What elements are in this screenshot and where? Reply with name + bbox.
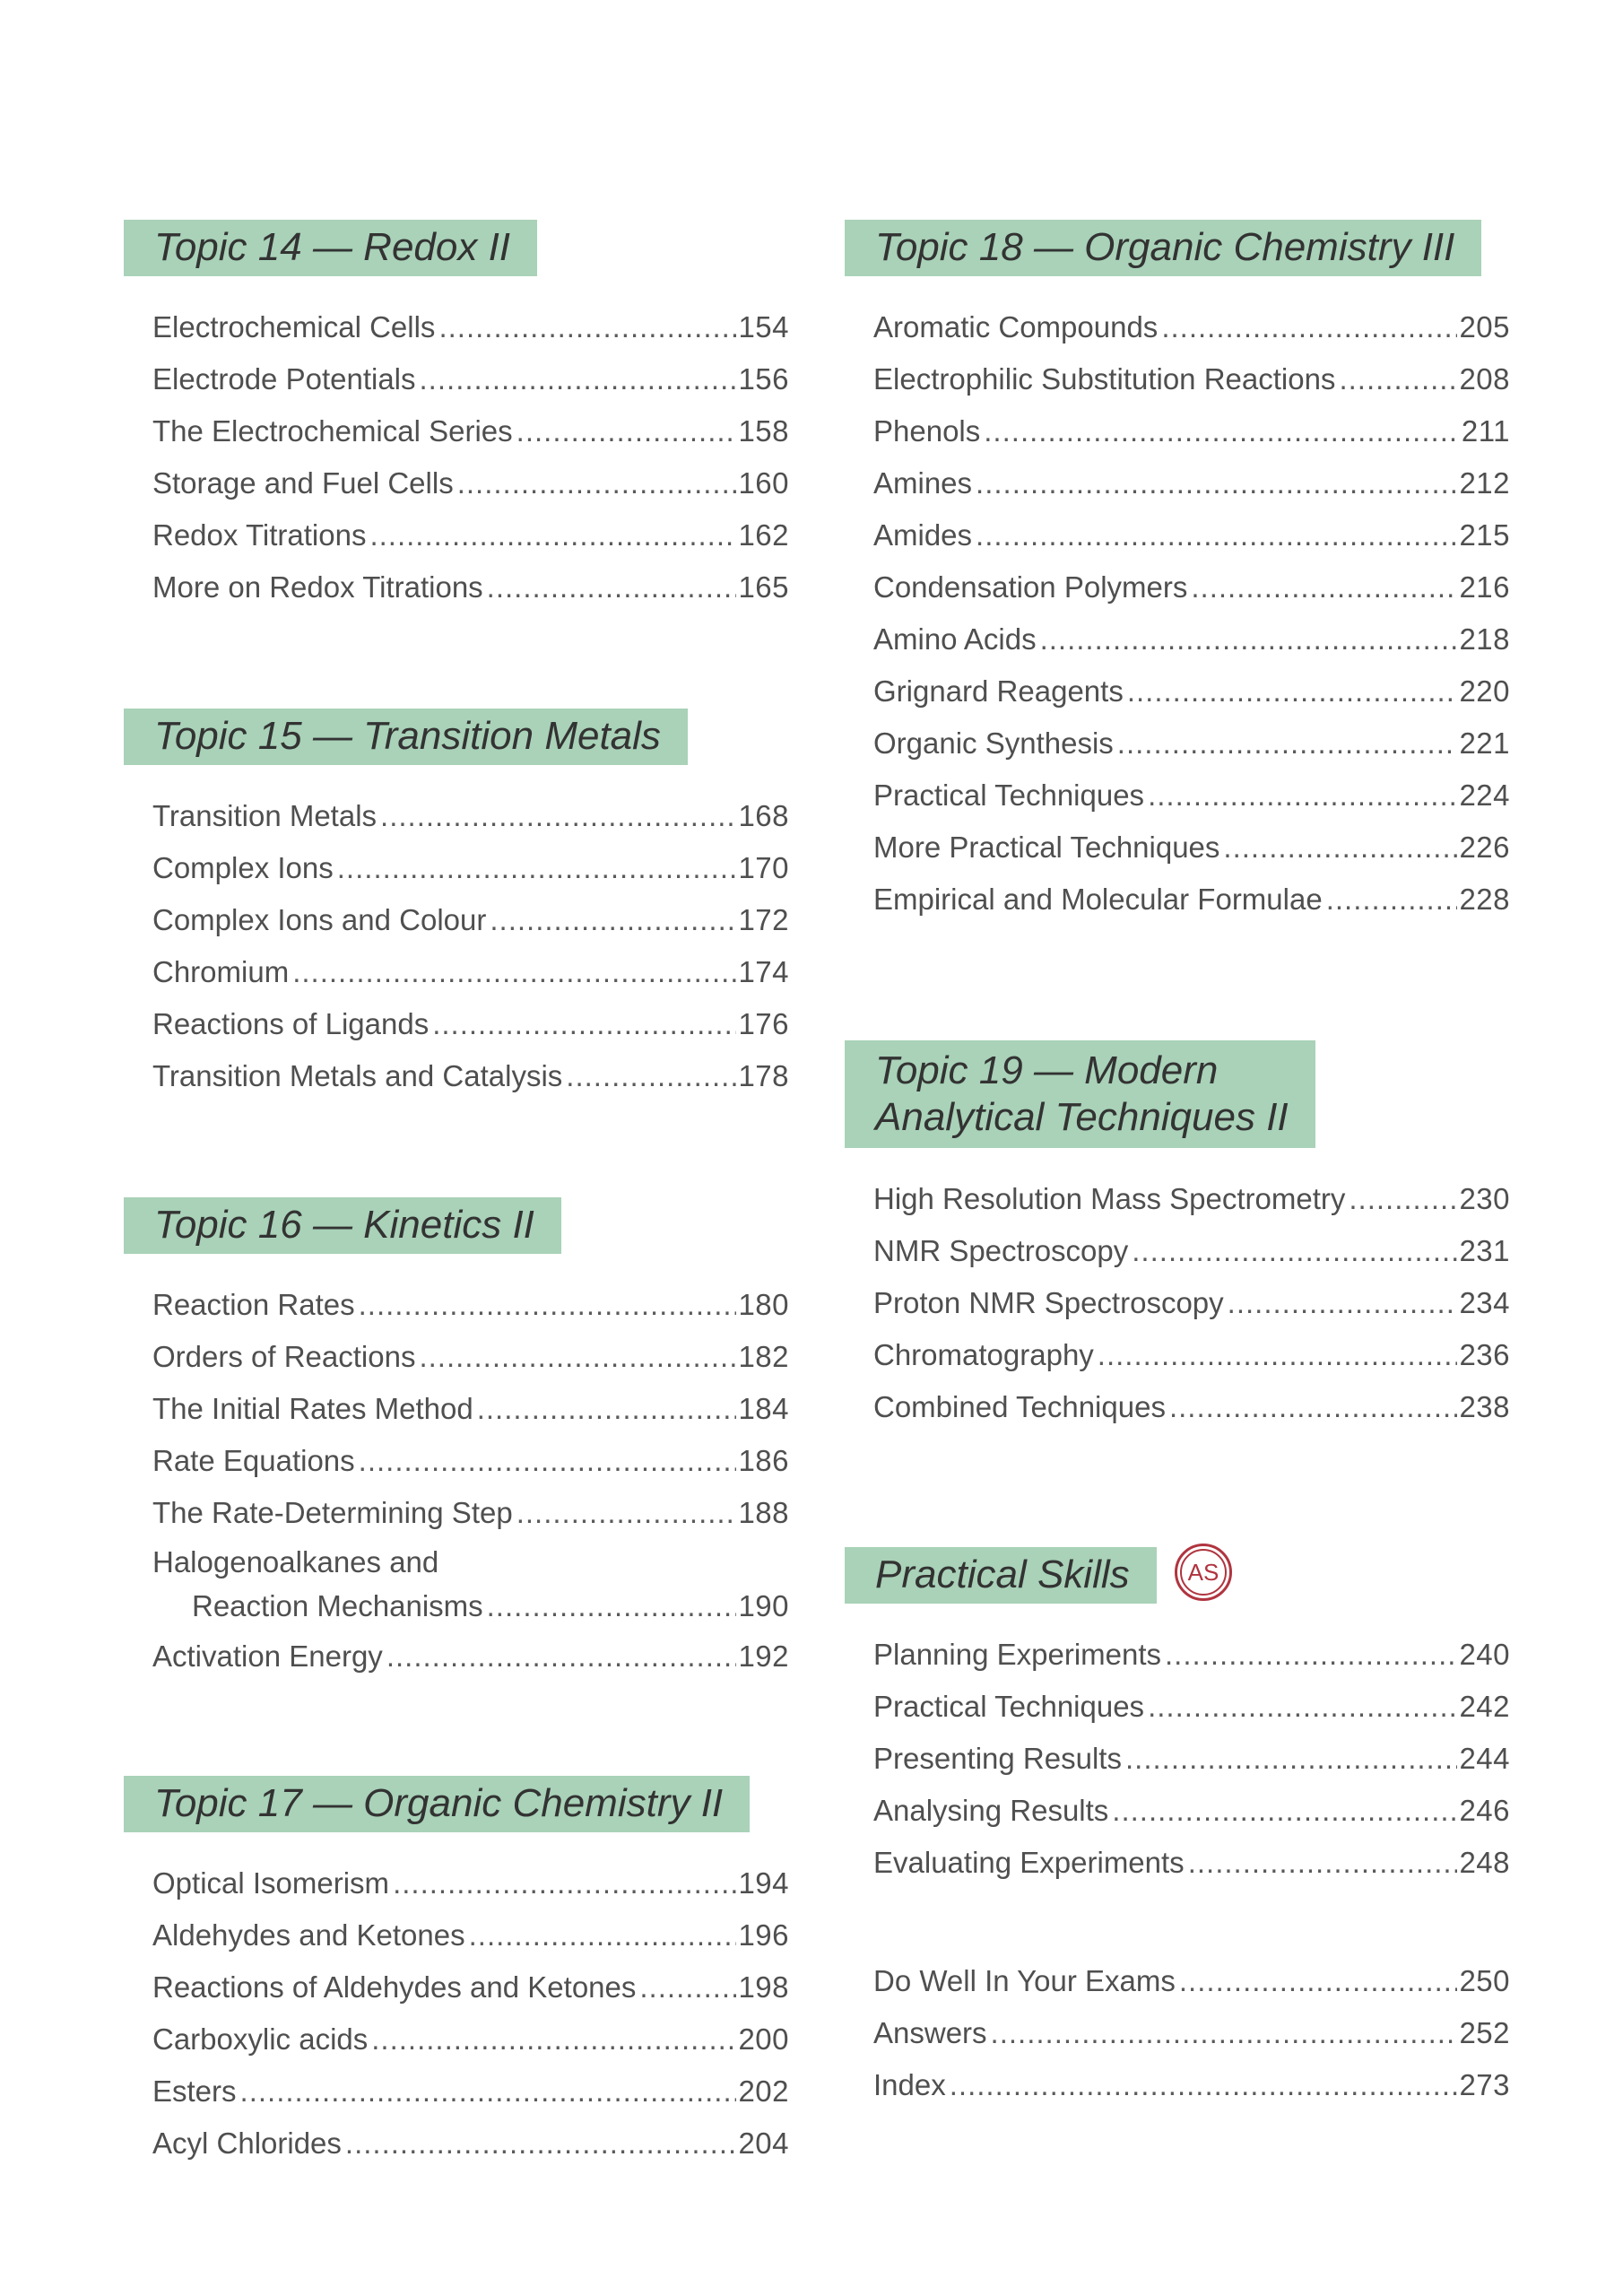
entry-page: 226 — [1459, 831, 1510, 864]
entry-page: 184 — [738, 1392, 789, 1425]
dot-leader — [516, 1487, 737, 1539]
entry-page: 252 — [1459, 2016, 1510, 2049]
toc-entry[interactable] — [152, 1631, 789, 1683]
dot-leader — [457, 457, 737, 509]
toc-entry[interactable] — [873, 1225, 1510, 1277]
section-topic-15 — [124, 709, 789, 1102]
entry-title: Complex Ions — [152, 851, 334, 884]
entry-page: 158 — [738, 414, 789, 448]
section-topic-19 — [845, 1040, 1510, 1433]
entry-page: 205 — [1459, 310, 1510, 344]
toc-entry[interactable] — [873, 1955, 1510, 2007]
entry-page: 196 — [738, 1918, 789, 1952]
dot-leader — [1228, 1277, 1458, 1329]
dot-leader — [369, 509, 736, 561]
entry-title: Amino Acids — [873, 622, 1037, 656]
entry-page: 204 — [738, 2126, 789, 2160]
toc-entry[interactable] — [873, 665, 1510, 718]
entry-title: NMR Spectroscopy — [873, 1234, 1129, 1267]
dot-leader — [1117, 718, 1458, 770]
toc-entry[interactable] — [152, 894, 789, 946]
toc-entry[interactable] — [873, 1381, 1510, 1433]
entry-list — [845, 1955, 1510, 2111]
as-badge-label: AS — [1180, 1549, 1227, 1596]
entry-title: More on Redox Titrations — [152, 570, 483, 604]
entry-title: Presenting Results — [873, 1742, 1122, 1775]
toc-entry[interactable] — [873, 718, 1510, 770]
entry-title: Transition Metals and Catalysis — [152, 1059, 563, 1092]
toc-entry[interactable] — [873, 1785, 1510, 1837]
as-badge-icon — [1175, 1544, 1232, 1601]
dot-leader — [1326, 874, 1458, 926]
dot-leader — [432, 998, 736, 1050]
dot-leader — [240, 2066, 737, 2118]
entry-page: 188 — [738, 1496, 789, 1529]
entry-title: The Electrochemical Series — [152, 414, 513, 448]
dot-leader — [1191, 561, 1457, 613]
dot-leader — [991, 2007, 1458, 2059]
entry-page: 221 — [1459, 726, 1510, 760]
entry-page: 244 — [1459, 1742, 1510, 1775]
entry-list — [124, 301, 789, 613]
entry-title: Acyl Chlorides — [152, 2126, 342, 2160]
section-heading: Topic 17 — Organic Chemistry II — [124, 1776, 750, 1832]
entry-page: 218 — [1459, 622, 1510, 656]
entry-page: 178 — [738, 1059, 789, 1092]
entry-title: Esters — [152, 2074, 237, 2108]
dot-leader — [345, 2118, 737, 2170]
entry-title: Evaluating Experiments — [873, 1846, 1185, 1879]
toc-entry[interactable] — [152, 1435, 789, 1487]
entry-page: 180 — [738, 1288, 789, 1321]
toc-entry[interactable] — [873, 457, 1510, 509]
entry-page: 160 — [738, 466, 789, 500]
toc-entry[interactable] — [873, 353, 1510, 405]
entry-title: Transition Metals — [152, 799, 378, 832]
entry-list — [124, 1279, 789, 1683]
dot-leader — [1161, 301, 1457, 353]
heading-line-1: Topic 19 — Modern — [875, 1048, 1219, 1092]
section-heading: Topic 14 — Redox II — [124, 220, 537, 276]
entry-page: 194 — [738, 1866, 789, 1900]
entry-title: Proton NMR Spectroscopy — [873, 1286, 1224, 1319]
entry-page: 165 — [738, 570, 789, 604]
section-heading: Topic 16 — Kinetics II — [124, 1197, 561, 1254]
entry-page: 234 — [1459, 1286, 1510, 1319]
entry-page: 154 — [738, 310, 789, 344]
dot-leader — [371, 2013, 736, 2066]
entry-title: Activation Energy — [152, 1639, 383, 1673]
entry-title: Empirical and Molecular Formulae — [873, 883, 1323, 916]
entry-title: Aldehydes and Ketones — [152, 1918, 465, 1952]
entry-page: 230 — [1459, 1182, 1510, 1215]
entry-page: 186 — [738, 1444, 789, 1477]
toc-entry[interactable] — [873, 874, 1510, 926]
entry-page: 156 — [738, 362, 789, 396]
dot-leader — [1148, 1681, 1457, 1733]
entry-page: 231 — [1459, 1234, 1510, 1267]
entry-title: Answers — [873, 2016, 987, 2049]
entry-page: 248 — [1459, 1846, 1510, 1879]
section-topic-14 — [124, 220, 789, 613]
entry-title: The Rate-Determining Step — [152, 1496, 513, 1529]
dot-leader — [487, 1580, 737, 1632]
toc-entry[interactable] — [152, 998, 789, 1050]
dot-leader — [1165, 1629, 1457, 1681]
toc-entry[interactable] — [152, 1857, 789, 1909]
entry-title: More Practical Techniques — [873, 831, 1220, 864]
entry-page: 168 — [738, 799, 789, 832]
entry-page: 212 — [1459, 466, 1510, 500]
dot-leader — [419, 1331, 736, 1383]
entry-page: 208 — [1459, 362, 1510, 396]
entry-page: 200 — [738, 2022, 789, 2056]
entry-page: 192 — [738, 1639, 789, 1673]
dot-leader — [477, 1383, 737, 1435]
entry-page: 236 — [1459, 1338, 1510, 1371]
dot-leader — [359, 1435, 737, 1487]
toc-entry[interactable] — [152, 1909, 789, 1961]
entry-title: Organic Synthesis — [873, 726, 1114, 760]
section-topic-17 — [124, 1776, 789, 2170]
dot-leader — [1349, 1173, 1457, 1225]
dot-leader — [438, 301, 736, 353]
toc-entry[interactable] — [152, 790, 789, 842]
heading-line-2: Analytical Techniques II — [875, 1095, 1289, 1139]
entry-title: Chromatography — [873, 1338, 1094, 1371]
entry-page: 176 — [738, 1007, 789, 1040]
dot-leader — [976, 457, 1457, 509]
dot-leader — [566, 1050, 736, 1102]
section-heading — [845, 1040, 1315, 1148]
entry-title: Amides — [873, 518, 973, 552]
section-heading: Topic 18 — Organic Chemistry III — [845, 220, 1481, 276]
section-back-matter — [845, 1955, 1510, 2111]
toc-entry[interactable] — [152, 1050, 789, 1102]
toc-entry[interactable] — [152, 842, 789, 894]
dot-leader — [1132, 1225, 1457, 1277]
entry-title: Rate Equations — [152, 1444, 355, 1477]
entry-title: Aromatic Compounds — [873, 310, 1159, 344]
section-topic-18 — [845, 220, 1510, 926]
toc-entry[interactable] — [152, 2118, 789, 2170]
dot-leader — [380, 790, 736, 842]
entry-page: 250 — [1459, 1964, 1510, 1997]
entry-page: 216 — [1459, 570, 1510, 604]
entry-page: 190 — [738, 1589, 789, 1622]
toc-entry[interactable] — [873, 1329, 1510, 1381]
toc-entry[interactable] — [873, 405, 1510, 457]
entry-title: Grignard Reagents — [873, 674, 1124, 708]
dot-leader — [292, 946, 736, 998]
entry-title: Chromium — [152, 955, 290, 988]
dot-leader — [1040, 613, 1458, 665]
dot-leader — [337, 842, 737, 894]
entry-page: 172 — [738, 903, 789, 936]
entry-title: Analysing Results — [873, 1794, 1109, 1827]
dot-leader — [1179, 1955, 1458, 2007]
toc-entry[interactable] — [152, 1331, 789, 1383]
toc-entry[interactable] — [152, 1279, 789, 1331]
dot-leader — [359, 1279, 737, 1331]
entry-title: Reaction Mechanisms — [192, 1589, 483, 1622]
entry-list — [845, 1173, 1510, 1433]
entry-list — [124, 1857, 789, 2170]
toc-entry[interactable] — [873, 561, 1510, 613]
toc-entry[interactable] — [873, 1173, 1510, 1225]
entry-title-line1: Halogenoalkanes and — [152, 1545, 439, 1578]
toc-entry[interactable] — [152, 946, 789, 998]
dot-leader — [1339, 353, 1457, 405]
entry-title: Carboxylic acids — [152, 2022, 369, 2056]
toc-entry[interactable] — [152, 561, 789, 613]
toc-entry[interactable] — [873, 2059, 1510, 2111]
entry-page: 182 — [738, 1340, 789, 1373]
dot-leader — [469, 1909, 737, 1961]
dot-leader — [1127, 665, 1458, 718]
entry-title: Do Well In Your Exams — [873, 1964, 1176, 1997]
toc-entry[interactable] — [152, 2066, 789, 2118]
toc-entry[interactable] — [152, 1487, 789, 1539]
toc-entry[interactable] — [873, 1277, 1510, 1329]
entry-title: High Resolution Mass Spectrometry — [873, 1182, 1346, 1215]
dot-leader — [1098, 1329, 1458, 1381]
entry-page: 228 — [1459, 883, 1510, 916]
entry-title: Combined Techniques — [873, 1390, 1166, 1423]
entry-title: Phenols — [873, 414, 981, 448]
dot-leader — [490, 894, 736, 946]
toc-entry[interactable] — [873, 1837, 1510, 1889]
toc-entry[interactable] — [873, 1733, 1510, 1785]
entry-title: Reaction Rates — [152, 1288, 355, 1321]
entry-title: Electrochemical Cells — [152, 310, 436, 344]
toc-entry[interactable] — [873, 1681, 1510, 1733]
dot-leader — [976, 509, 1457, 561]
section-practical-skills — [845, 1547, 1510, 1889]
dot-leader — [950, 2059, 1458, 2111]
toc-entry[interactable] — [152, 301, 789, 353]
entry-page: 242 — [1459, 1690, 1510, 1723]
toc-entry[interactable] — [873, 509, 1510, 561]
entry-page: 170 — [738, 851, 789, 884]
entry-title: Orders of Reactions — [152, 1340, 416, 1373]
toc-entry[interactable] — [873, 613, 1510, 665]
entry-title: Optical Isomerism — [152, 1866, 390, 1900]
dot-leader — [487, 561, 737, 613]
toc-entry[interactable] — [873, 1629, 1510, 1681]
entry-title: Redox Titrations — [152, 518, 367, 552]
entry-title: Index — [873, 2068, 946, 2101]
toc-entry[interactable] — [152, 1539, 789, 1631]
toc-entry[interactable] — [152, 405, 789, 457]
entry-title: Reactions of Ligands — [152, 1007, 430, 1040]
entry-page: 273 — [1459, 2068, 1510, 2101]
entry-page: 198 — [738, 1970, 789, 2004]
toc-entry[interactable] — [873, 2007, 1510, 2059]
dot-leader — [1169, 1381, 1457, 1433]
section-heading: Practical Skills — [845, 1547, 1157, 1604]
entry-title: Planning Experiments — [873, 1638, 1162, 1671]
entry-page: 162 — [738, 518, 789, 552]
toc-entry[interactable] — [152, 457, 789, 509]
entry-list — [845, 301, 1510, 926]
toc-entry[interactable] — [152, 353, 789, 405]
toc-entry[interactable] — [873, 301, 1510, 353]
dot-leader — [639, 1961, 736, 2013]
entry-title: The Initial Rates Method — [152, 1392, 473, 1425]
dot-leader — [386, 1631, 737, 1683]
dot-leader — [393, 1857, 736, 1909]
dot-leader — [1188, 1837, 1458, 1889]
dot-leader — [1223, 822, 1457, 874]
dot-leader — [1125, 1733, 1457, 1785]
toc-entry[interactable] — [873, 822, 1510, 874]
entry-title: Practical Techniques — [873, 1690, 1145, 1723]
entry-page: 220 — [1459, 674, 1510, 708]
entry-page: 238 — [1459, 1390, 1510, 1423]
entry-page: 215 — [1459, 518, 1510, 552]
entry-page: 224 — [1459, 778, 1510, 812]
entry-title: Practical Techniques — [873, 778, 1145, 812]
entry-title: Electrode Potentials — [152, 362, 416, 396]
entry-page: 174 — [738, 955, 789, 988]
entry-title: Reactions of Aldehydes and Ketones — [152, 1970, 637, 2004]
entry-page: 240 — [1459, 1638, 1510, 1671]
dot-leader — [420, 353, 737, 405]
toc-entry[interactable] — [152, 1961, 789, 2013]
entry-page: 246 — [1459, 1794, 1510, 1827]
dot-leader — [984, 405, 1460, 457]
entry-list — [124, 790, 789, 1102]
entry-title: Amines — [873, 466, 973, 500]
dot-leader — [1148, 770, 1457, 822]
entry-title: Complex Ions and Colour — [152, 903, 487, 936]
dot-leader — [516, 405, 737, 457]
toc-entry[interactable] — [152, 1383, 789, 1435]
toc-entry[interactable] — [152, 509, 789, 561]
entry-title: Condensation Polymers — [873, 570, 1188, 604]
entry-title: Storage and Fuel Cells — [152, 466, 454, 500]
dot-leader — [1112, 1785, 1457, 1837]
entry-page: 211 — [1461, 414, 1510, 448]
entry-page: 202 — [738, 2074, 789, 2108]
entry-list — [845, 1629, 1510, 1889]
toc-entry[interactable] — [873, 770, 1510, 822]
section-heading: Topic 15 — Transition Metals — [124, 709, 688, 765]
section-topic-16 — [124, 1197, 789, 1683]
entry-title: Electrophilic Substitution Reactions — [873, 362, 1336, 396]
toc-entry[interactable] — [152, 2013, 789, 2066]
